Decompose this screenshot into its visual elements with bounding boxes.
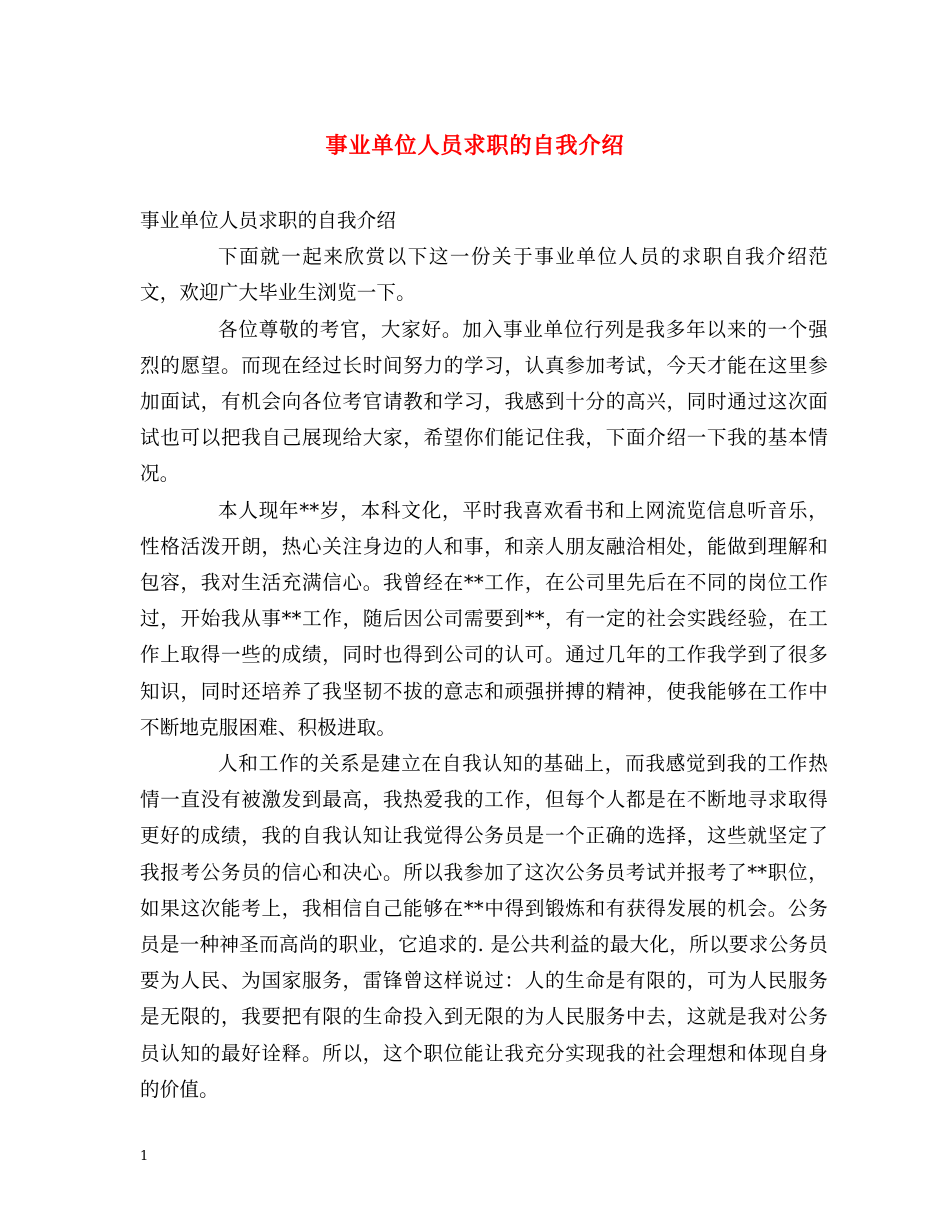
document-body [140,203,828,1108]
paragraph-greeting: 各位尊敬的考官，大家好。加入事业单位行列是我多年以来的一个强烈的愿望。而现在经过长时间努力的学习，认真参加考试，今天才能在这里参加面试，有机会向各位考官请教和学习，我感到十分的高兴，同时通过这次面试也可以把我自己展现给大家，希望你们能记住我，下面介绍一下我的基本情况。 [140,317,828,486]
paragraph-background: 本人现年**岁，本科文化，平时我喜欢看书和上网流览信息听音乐，性格活泼开朗，热心关注身边的人和事，和亲人朋友融洽相处，能做到理解和包容，我对生活充满信心。我曾经在**工作，在公司里先后在不同的岗位工作过，开始我从事**工作，随后因公司需要到**，有一定的社会实践经验，在工作上取得一些的成绩，同时也得到公司的认可。通过几年的工作我学到了很多知识，同时还培养了我坚韧不拔的意志和顽强拼搏的精神，使我能够在工作中不断地克服困难、积极进取。 [140,498,828,739]
page-number: 1 [140,1149,149,1164]
document-subtitle: 事业单位人员求职的自我介绍 [140,209,397,232]
paragraph-motivation: 人和工作的关系是建立在自我认知的基础上，而我感觉到我的工作热情一直没有被激发到最高，我热爱我的工作，但每个人都是在不断地寻求取得更好的成绩，我的自我认知让我觉得公务员是一个正确的选择，这些就坚定了我报考公务员的信心和决心。所以我参加了这次公务员考试并报考了**职位，如果这次能考上，我相信自己能够在**中得到锻炼和有获得发展的机会。公务员是一种神圣而高尚的职业，它追求的. 是公共利益的最大化，所以要求公务员要为人民、为国家服务，雷锋曾这样说过：人的生命是有限的，可为人民服务是无限的，我要把有限的生命投入到无限的为人民服务中去，这就是我对公务员认知的最好诠释。所以，这个职位能让我充分实现我的社会理想和体现自身的价值。 [140,752,828,1101]
document-title: 事业单位人员求职的自我介绍 [325,133,625,159]
paragraph-intro: 下面就一起来欣赏以下这一份关于事业单位人员的求职自我介绍范文，欢迎广大毕业生浏览一下。 [140,245,828,305]
